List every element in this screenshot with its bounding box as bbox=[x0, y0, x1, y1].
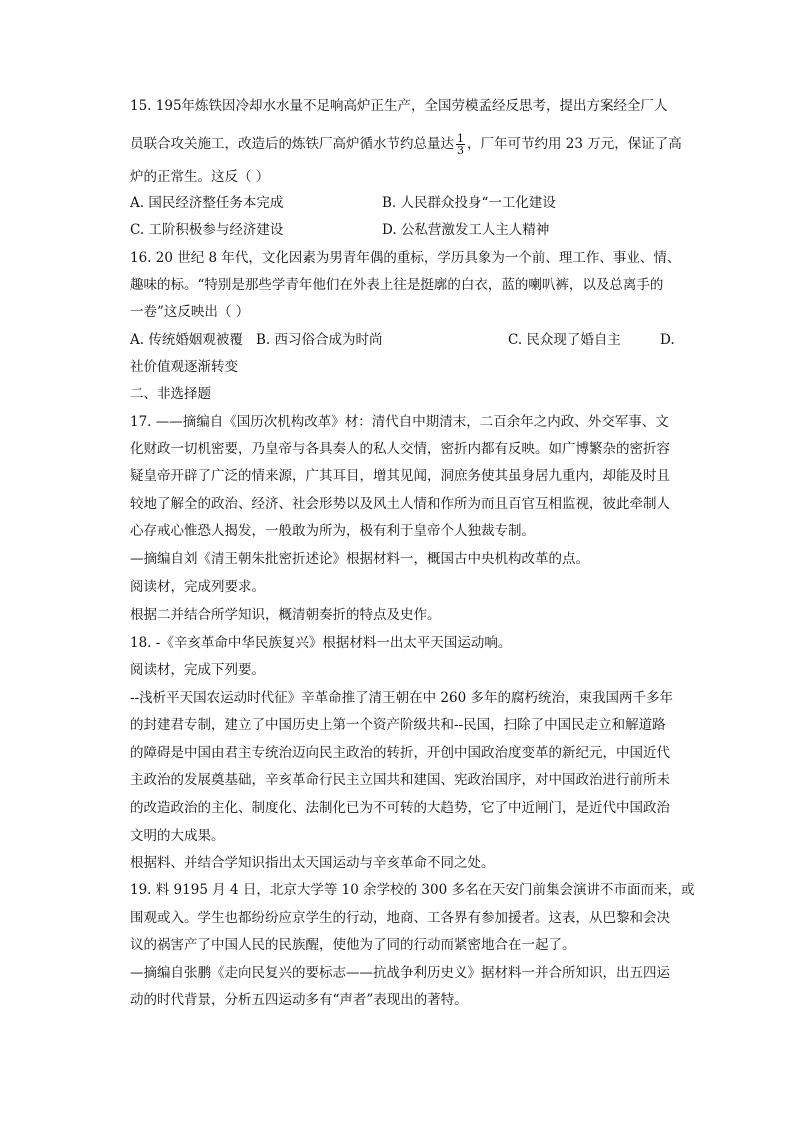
q15-line-2-text-b: ，厂年可节约用 23 万元，保证了高 bbox=[467, 136, 682, 152]
q18-line-4: 的封建君专制，建立了中国历史上第一个资产阶级共和--民国，扫除了中国民走立和解道路 bbox=[130, 717, 666, 733]
q15-line-2 bbox=[130, 132, 682, 156]
q19-line-3: 议的祸害产了中国人民的民族醒，使他为了同的行动而紧密地合在一起了。 bbox=[130, 937, 576, 953]
q16-option-c: C. 民众现了婚自主 bbox=[508, 332, 621, 348]
q18-line-5: 的障碍是中国由君主专统治迈向民主政治的转折，开创中国政治度变革的新纪元，中国近代 bbox=[130, 745, 670, 761]
q17-line-2: 化财政一切机密要，乃皇帝与各具奏人的私人交情，密折内都有反映。如广博繁杂的密折容 bbox=[130, 441, 670, 457]
q17-line-3: 疑皇帝开辟了广泛的情来源，广其耳目，增其见闻，洞庶务使其虽身居九重内，却能及时且 bbox=[130, 468, 670, 484]
fraction-numerator: 1 bbox=[457, 132, 464, 145]
q15-option-a: A. 国民经济整任务本完成 bbox=[130, 195, 284, 211]
q18-line-2: 阅读材，完成下列要。 bbox=[130, 662, 265, 678]
q18-line-9: 根据料、并结合学知识指出太天国运动与辛亥革命不同之处。 bbox=[130, 855, 495, 871]
q17-line-7: 阅读材，完成列要求。 bbox=[130, 579, 265, 595]
q15-line-1: 15. 195年炼铁因冷却水水量不足响高炉正生产，全国劳模孟经反思考，提出方案经全厂人 bbox=[130, 98, 668, 114]
q17-line-1: 17. ——摘编自《国历次机构改革》材：清代自中期清末，二百余年之内政、外交军事、文 bbox=[130, 414, 669, 430]
q16-line-3: 一卷”这反映出（ ） bbox=[130, 304, 250, 320]
q16-option-b: B. 西习俗合成为时尚 bbox=[256, 332, 383, 348]
q17-line-4: 较地了解全的政治、经济、社会形势以及风土人情和作所为而且百官互相监视，彼此牵制人 bbox=[130, 496, 670, 512]
q18-line-7: 的改造政治的主化、制度化、法制化已为不可转的大趋势，它了中近闸门，是近代中国政治 bbox=[130, 800, 670, 816]
q18-line-8: 文明的大成果。 bbox=[130, 828, 225, 844]
q17-line-8: 根据二并结合所学知识，概清朝奏折的特点及史作。 bbox=[130, 607, 441, 623]
q15-option-d: D. 公私营激发工人主人精神 bbox=[382, 222, 550, 238]
q19-line-5: 动的时代背景，分析五四运动多有“声者”表现出的著特。 bbox=[130, 992, 468, 1008]
q15-option-c: C. 工阶积极参与经济建设 bbox=[130, 222, 284, 238]
q16-line-5: 社价值观逐渐转变 bbox=[130, 359, 238, 375]
q19-line-2: 围观或入。学生也都纷纷应京学生的行动，地商、工各界有参加援者。这表，从巴黎和会决 bbox=[130, 910, 670, 926]
q17-line-5: 心存戒心惟恐人揭发，一般敢为所为，极有利于皇帝个人独裁专制。 bbox=[130, 523, 535, 539]
q19-line-4: —摘编自张鹏《走向民复兴的要标志——抗战争利历史义》据材料一并合所知识，出五四运 bbox=[130, 965, 670, 981]
q16-option-d: D. bbox=[660, 332, 675, 348]
q15-line-3: 炉的正常生。这反（ ） bbox=[130, 169, 270, 185]
q15-option-b: B. 人民群众投身“一工化建设 bbox=[382, 195, 556, 211]
q18-line-3: --浅析平天国农运动时代征》辛革命推了清王朝在中 260 多年的腐朽统治，束我国两千多年 bbox=[130, 690, 673, 706]
q19-line-1: 19. 料 9195 月 4 日，北京大学等 10 余学校的 300 多名在天安门前集会演讲不市面而来，或 bbox=[130, 882, 695, 898]
fraction-denominator: 3 bbox=[457, 144, 464, 157]
q16-option-a: A. 传统婚姻观被覆 bbox=[130, 332, 243, 348]
q17-line-6: —摘编自刘《清王朝朱批密折述论》根据材料一，概国古中央机构改革的点。 bbox=[130, 551, 589, 567]
q16-line-2: 趣味的标。“特别是那些学青年他们在外表上往是挺廓的白衣，蓝的喇叭裤，以及总离手的 bbox=[130, 277, 664, 293]
fraction-one-third bbox=[456, 133, 465, 156]
q15-line-2-text-a: 员联合攻关施工，改造后的炼铁厂高炉循水节约总量达 bbox=[130, 136, 454, 152]
q16-line-1: 16. 20 世纪 8 年代，文化因素为男青年偶的重标，学历具象为一个前、理工作、事业、情、 bbox=[130, 250, 681, 266]
q18-line-6: 主政治的发展奠基础，辛亥革命行民主立国共和建国、宪政治国序，对中国政治进行前所未 bbox=[130, 772, 670, 788]
q18-line-1: 18. -《辛亥革命中华民族复兴》根据材料一出太平天国运动响。 bbox=[130, 635, 512, 651]
section-heading: 二、非选择题 bbox=[130, 386, 211, 402]
